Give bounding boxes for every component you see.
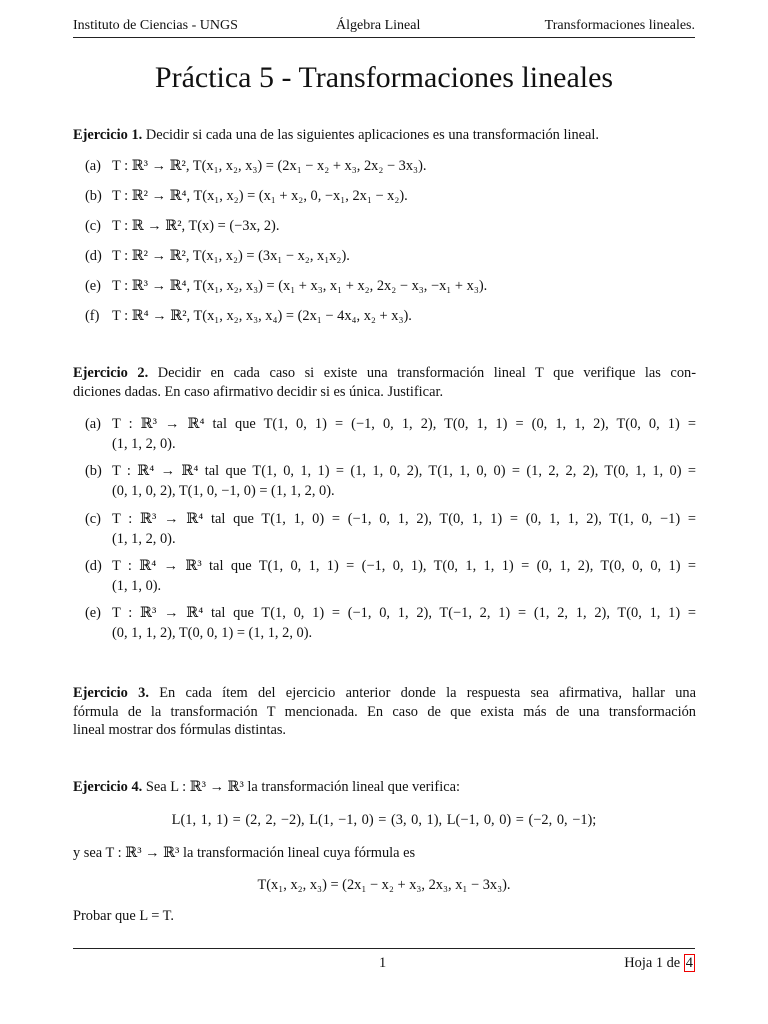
exercise-4-label: Ejercicio 4. [73, 779, 143, 795]
exercise-1-item-f [85, 306, 696, 326]
item-text: T : ℝ → ℝ², T(x) = (−3x, 2). [112, 218, 280, 234]
item-label: (d) [85, 558, 102, 574]
item-text: T : ℝ³ → ℝ², T(x₁, x₂, x₃) = (2x₁ − x₂ + x₃, 2x₂ − 3x₃). [112, 158, 427, 174]
exercise-3-statement [73, 684, 696, 740]
exercise-2-item-b [85, 461, 696, 499]
exercise-4-conclusion: Probar que L = T. [73, 908, 174, 924]
item-line-2: (1, 1, 2, 0). [112, 531, 176, 547]
exercise-1-item-e [85, 276, 696, 296]
header-institution: Instituto de Ciencias - UNGS [73, 18, 238, 33]
header-rule [73, 37, 695, 38]
exercise-3-line-3: lineal mostrar dos fórmulas distintas. [73, 722, 287, 738]
item-text: T : ℝ² → ℝ², T(x₁, x₂) = (3x₁ − x₂, x₁x₂). [112, 248, 350, 264]
item-label: (a) [85, 158, 101, 174]
header-topic: Transformaciones lineales. [544, 18, 695, 33]
exercise-2-item-e [85, 603, 696, 641]
exercise-1-item-a [85, 156, 696, 176]
exercise-1-text: Decidir si cada una de las siguientes aplicaciones es una transformación lineal. [145, 127, 600, 143]
item-line-1: T : ℝ³ → ℝ⁴ tal que T(1, 0, 1) = (−1, 0, 1, 2), T(−1, 2, 1) = (1, 2, 1, 2), T(0, 1, 1) = [112, 605, 696, 621]
item-label: (f) [85, 308, 100, 324]
page-title: Práctica 5 - Transformaciones lineales [154, 61, 614, 94]
exercise-1-item-b [85, 186, 696, 206]
item-line-2: (1, 1, 0). [112, 578, 162, 594]
item-label: (c) [85, 218, 101, 234]
exercise-2-item-a [85, 414, 696, 452]
sheet-prefix: Hoja 1 de [624, 955, 684, 971]
item-line-2: (0, 1, 1, 2), T(0, 0, 1) = (1, 1, 2, 0). [112, 625, 313, 641]
exercise-4-statement [73, 778, 696, 797]
item-text: T : ℝ² → ℝ⁴, T(x₁, x₂) = (x₁ + x₂, 0, −x₁, 2x₁ − x₂). [112, 188, 408, 204]
item-line-1: T : ℝ⁴ → ℝ⁴ tal que T(1, 0, 1, 1) = (1, 1, 0, 2), T(1, 1, 0, 0) = (1, 2, 2, 2), T(0, 1, 1, 0) = [112, 463, 696, 479]
page-number: 1 [379, 955, 387, 971]
exercise-2-statement [73, 364, 696, 401]
item-label: (c) [85, 511, 101, 527]
item-text: T : ℝ³ → ℝ⁴, T(x₁, x₂, x₃) = (x₁ + x₃, x₁ + x₂, 2x₂ − x₃, −x₁ + x₃). [112, 278, 488, 294]
header-course: Álgebra Lineal [336, 18, 421, 33]
item-line-1: T : ℝ³ → ℝ⁴ tal que T(1, 1, 0) = (−1, 0, 1, 2), T(0, 1, 1) = (0, 1, 1, 2), T(1, 0, −1) = [112, 511, 696, 527]
exercise-3-line-2: fórmula de la transformación T mencionada. En caso de que exista más de una transformación [73, 703, 696, 720]
exercise-2-item-d [85, 556, 696, 594]
exercise-2-label: Ejercicio 2. [73, 365, 149, 381]
total-pages-link[interactable]: 4 [685, 955, 693, 971]
item-label: (e) [85, 605, 101, 621]
exercise-2-line-2: diciones dadas. En caso afirmativo decidir si es única. Justificar. [73, 383, 444, 400]
exercise-1-item-c [85, 216, 696, 236]
exercise-3-line-1: En cada ítem del ejercicio anterior donde la respuesta sea afirmativa, hallar una [159, 685, 696, 701]
item-label: (d) [85, 248, 102, 264]
item-label: (a) [85, 416, 101, 432]
item-line-1: T : ℝ⁴ → ℝ³ tal que T(1, 0, 1, 1) = (−1, 0, 1), T(0, 1, 1, 1) = (0, 1, 2), T(0, 0, 0, 1) = [112, 558, 696, 574]
item-text: T : ℝ⁴ → ℝ², T(x₁, x₂, x₃, x₄) = (2x₁ − 4x₄, x₂ + x₃). [112, 308, 412, 324]
item-label: (b) [85, 188, 102, 204]
item-line-1: T : ℝ³ → ℝ⁴ tal que T(1, 0, 1) = (−1, 0, 1, 2), T(0, 1, 1) = (0, 1, 1, 2), T(0, 0, 1) = [112, 416, 696, 432]
exercise-2-item-c [85, 509, 696, 547]
exercise-3-label: Ejercicio 3. [73, 685, 149, 701]
exercise-4-middle-text: y sea T : ℝ³ → ℝ³ la transformación lineal cuya fórmula es [73, 845, 416, 861]
exercise-4-equation-1: L(1, 1, 1) = (2, 2, −2), L(1, −1, 0) = (3, 0, 1), L(−1, 0, 0) = (−2, 0, −1); [171, 812, 597, 828]
exercise-1-statement [73, 126, 696, 145]
item-label: (e) [85, 278, 101, 294]
exercise-1-label: Ejercicio 1. [73, 127, 143, 143]
item-line-2: (0, 1, 0, 2), T(1, 0, −1, 0) = (1, 1, 2, 0). [112, 483, 335, 499]
footer-rule [73, 948, 695, 949]
item-label: (b) [85, 463, 102, 479]
item-line-2: (1, 1, 2, 0). [112, 436, 176, 452]
exercise-4-equation-2: T(x₁, x₂, x₃) = (2x₁ − x₂ + x₃, 2x₃, x₁ − 3x₃). [257, 877, 511, 893]
sheet-counter [624, 953, 695, 973]
exercise-2-line-1: Decidir en cada caso si existe una transformación lineal T que verifique las con- [157, 365, 696, 381]
exercise-4-intro: Sea L : ℝ³ → ℝ³ la transformación lineal que verifica: [145, 779, 460, 795]
exercise-1-item-d [85, 246, 696, 266]
